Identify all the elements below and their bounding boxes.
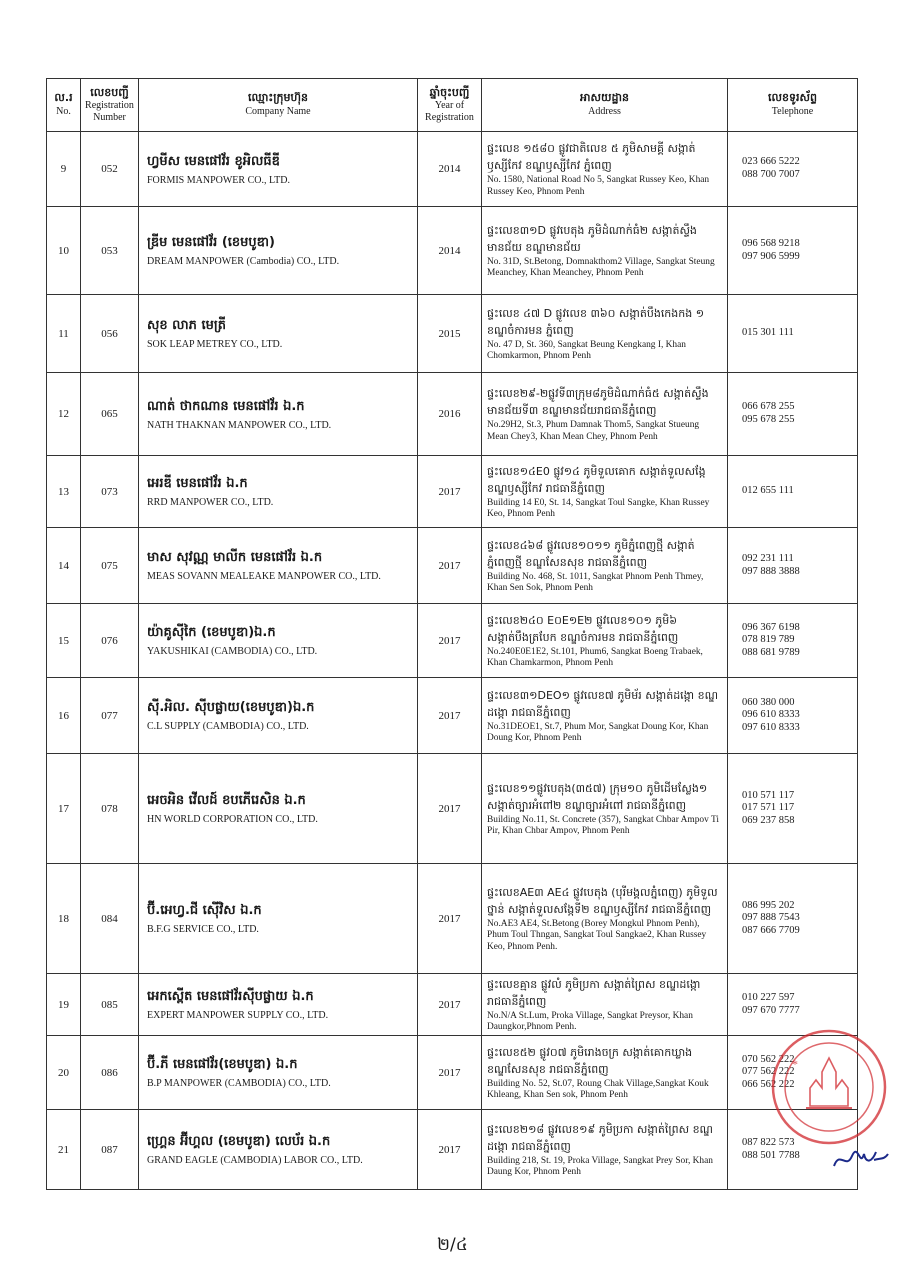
- phone-number: 010 227 597: [742, 991, 795, 1003]
- phone-number: 077 562 222: [742, 1066, 795, 1078]
- address-cell: [482, 974, 728, 1036]
- address-english: Building 218, St. 19, Proka Village, Sangkat Prey Sor, Khan Daung Kor, Phnom Penh: [487, 1155, 713, 1178]
- telephone-cell: [728, 528, 858, 604]
- address-english: No. 1580, National Road No 5, Sangkat Russey Keo, Khan Russey Keo, Phnom Penh: [487, 175, 710, 197]
- row-number: 14: [47, 528, 81, 604]
- company-name-khmer: ហ្គ្រេន អ៊ីហ្គល (ខេមបូឌា) លេប័រ ឯ.ក: [147, 1134, 331, 1149]
- telephone-cell: [728, 373, 858, 456]
- company-name-cell: [139, 456, 418, 528]
- company-name-cell: [139, 373, 418, 456]
- registration-year: 2017: [418, 1110, 482, 1190]
- phone-number: 097 610 8333: [742, 721, 800, 733]
- phone-number: 097 888 7543: [742, 912, 800, 924]
- address-khmer: ផ្ទះលេខ៣១DEO១ ផ្លូវលេខ៧ ភូមិម័រ សង្កាត់ដង្កោ ខណ្ឌដង្កោ រាជធានីភ្នំពេញ: [487, 688, 719, 719]
- company-name-english: B.P MANPOWER (CAMBODIA) CO., LTD.: [147, 1078, 331, 1089]
- company-name-cell: [139, 974, 418, 1036]
- registration-year: 2017: [418, 754, 482, 864]
- address-khmer: ផ្ទះលេខ១១ផ្លូវបេតុង(៣៥៧) ក្រុម១០ ភូមិដើមស្លែង១ សង្កាត់ច្បារអំពៅ២ ខណ្ឌច្បារអំពៅ រាជធានីភ្នំពេញ: [487, 781, 708, 812]
- address-english: Building No. 52, St.07, Roung Chak Village,Sangkat Kouk Khleang, Khan Sen sok, Phnom Penh: [487, 1078, 709, 1101]
- phone-number: 023 666 5222: [742, 156, 800, 168]
- company-name-cell: [139, 678, 418, 754]
- row-number: 10: [47, 207, 81, 295]
- svg-text:*: *: [792, 1057, 798, 1071]
- phone-number: 096 367 6198: [742, 621, 800, 633]
- row-number: 12: [47, 373, 81, 456]
- telephone-cell: [728, 974, 858, 1036]
- address-english: No.N/A St.Lum, Proka Village, Sangkat Preysor, Khan Daungkor,Phnom Penh.: [487, 1010, 693, 1033]
- address-khmer: ផ្ទះលេខ២៩-២ផ្លូវទី៣ក្រុម៨ភូមិដំណាក់ធំ៥ សង្កាត់ស្ទឹងមានជ័យទី៣ ខណ្ឌមានជ័យរាជធានីភ្នំពេញ: [487, 387, 709, 418]
- telephone-cell: [728, 132, 858, 207]
- registration-number: 073: [81, 456, 139, 528]
- registration-number: 078: [81, 754, 139, 864]
- row-number: 11: [47, 295, 81, 373]
- company-name-english: C.L SUPPLY (CAMBODIA) CO., LTD.: [147, 721, 309, 732]
- table-row: [47, 1110, 858, 1190]
- registration-number: 086: [81, 1036, 139, 1110]
- company-name-cell: [139, 1036, 418, 1110]
- registration-year: 2017: [418, 456, 482, 528]
- company-name-cell: [139, 528, 418, 604]
- address-cell: [482, 373, 728, 456]
- company-name-english: MEAS SOVANN MEALEAKE MANPOWER CO., LTD.: [147, 571, 381, 582]
- address-english: No.AE3 AE4, St.Betong (Borey Mongkul Phnom Penh), Phum Toul Thngan, Sangkat Toul Sangkae2, Khan Russey Keo, Phnom Penh.: [487, 919, 707, 952]
- company-name-khmer: អេចអិន វើលដ៍ ខបភើរេសិន ឯ.ក: [147, 793, 306, 808]
- registration-year: 2015: [418, 295, 482, 373]
- address-khmer: ផ្ទះលេខ២៤០ E០E១E២ ផ្លូវលេខ១០១ ភូមិ៦ សង្កាត់បឹងត្របែក ខណ្ឌចំការមន រាជធានីភ្នំពេញ: [487, 613, 679, 644]
- address-cell: [482, 132, 728, 207]
- phone-number: 078 819 789: [742, 634, 795, 646]
- registration-number: 053: [81, 207, 139, 295]
- phone-number: 087 822 573: [742, 1136, 795, 1148]
- table-row: [47, 456, 858, 528]
- phone-number: 087 666 7709: [742, 924, 800, 936]
- registration-year: 2014: [418, 132, 482, 207]
- header-no: ល.រ No.: [47, 79, 81, 132]
- registration-number: 052: [81, 132, 139, 207]
- company-name-english: B.F.G SERVICE CO., LTD.: [147, 924, 259, 935]
- company-name-english: DREAM MANPOWER (Cambodia) CO., LTD.: [147, 256, 340, 267]
- table-row: [47, 373, 858, 456]
- header-year: ឆ្នាំចុះបញ្ជី Year of Registration: [418, 79, 482, 132]
- header-telephone: លេខទូរស័ព្ទ Telephone: [728, 79, 858, 132]
- address-cell: [482, 528, 728, 604]
- phone-number: 088 501 7788: [742, 1149, 800, 1161]
- company-name-cell: [139, 754, 418, 864]
- company-name-english: FORMIS MANPOWER CO., LTD.: [147, 174, 290, 186]
- table-row: [47, 604, 858, 678]
- phone-number: 066 678 255: [742, 401, 795, 413]
- company-name-cell: [139, 1110, 418, 1190]
- table-row: [47, 1036, 858, 1110]
- address-khmer: ផ្ទះលេខ ៤៧ D ផ្លូវលេខ ៣៦០ សង្កាត់បឹងកេងកង ១ ខណ្ឌចំការមន ភ្នំពេញ: [487, 306, 705, 337]
- registration-number: 056: [81, 295, 139, 373]
- address-cell: [482, 754, 728, 864]
- company-name-khmer: យ៉ាគូស៊ីកៃ (ខេមបូឌា)ឯ.ក: [147, 625, 276, 640]
- table-row: [47, 754, 858, 864]
- phone-number: 086 995 202: [742, 899, 795, 911]
- page-number: ២/៤: [437, 1235, 468, 1255]
- address-english: Building 14 E0, St. 14, Sangkat Toul Sangke, Khan Russey Keo, Phnom Penh: [487, 497, 710, 520]
- table-header-row: [47, 79, 858, 132]
- registration-year: 2017: [418, 528, 482, 604]
- row-number: 18: [47, 864, 81, 974]
- company-name-khmer: មាស សុវណ្ណ មាលីក មេនផៅវ័រ ឯ.ក: [147, 550, 323, 565]
- company-name-khmer: ឌ្រីម មេនផៅវ័រ (ខេមបូឌា): [147, 235, 275, 250]
- registration-year: 2017: [418, 864, 482, 974]
- address-english: No.240E0E1E2, St.101, Phum6, Sangkat Boeng Trabaek, Khan Chamkarmon, Phnom Penh: [487, 646, 703, 669]
- address-cell: [482, 678, 728, 754]
- address-cell: [482, 1036, 728, 1110]
- registration-number: 085: [81, 974, 139, 1036]
- phone-number: 088 700 7007: [742, 169, 800, 180]
- address-cell: [482, 1110, 728, 1190]
- registration-year: 2016: [418, 373, 482, 456]
- registration-number: 084: [81, 864, 139, 974]
- address-cell: [482, 456, 728, 528]
- address-english: Building No.11, St. Concrete (357), Sangkat Chbar Ampov Ti Pir, Khan Chbar Ampov, Phnom Penh: [487, 814, 719, 837]
- telephone-cell: [728, 295, 858, 373]
- table-row: [47, 295, 858, 373]
- telephone-cell: [728, 864, 858, 974]
- row-number: 13: [47, 456, 81, 528]
- company-name-english: EXPERT MANPOWER SUPPLY CO., LTD.: [147, 1010, 329, 1021]
- company-name-cell: [139, 132, 418, 207]
- registration-number: 075: [81, 528, 139, 604]
- address-khmer: ផ្ទះលេខ២១៨ ផ្លូវលេខ១៩ ភូមិប្រកា សង្កាត់ព្រៃស ខណ្ឌដង្កោ រាជធានីភ្នំពេញ: [487, 1122, 713, 1153]
- header-address: អាសយដ្ឋាន Address: [482, 79, 728, 132]
- phone-number: 066 562 222: [742, 1078, 795, 1090]
- row-number: 16: [47, 678, 81, 754]
- registration-number: 087: [81, 1110, 139, 1190]
- phone-number: 017 571 117: [742, 802, 795, 814]
- telephone-cell: [728, 456, 858, 528]
- phone-number: 097 888 3888: [742, 565, 800, 577]
- company-name-khmer: សុខ លាភ មេត្រី: [147, 318, 226, 333]
- company-name-khmer: ហ្វមីស មេនផៅវ័រ ខូអិលធីឌី: [147, 153, 280, 169]
- company-name-cell: [139, 207, 418, 295]
- registration-number: 076: [81, 604, 139, 678]
- address-khmer: ផ្ទះលេខ៤៦៨ ផ្លូវលេខ១០១១ ភូមិភ្នំពេញថ្មី សង្កាត់ភ្នំពេញថ្មី ខណ្ឌសែនសុខ រាជធានីភ្នំពេញ: [487, 538, 695, 569]
- registration-year: 2017: [418, 678, 482, 754]
- company-name-english: RRD MANPOWER CO., LTD.: [147, 497, 274, 508]
- phone-number: 096 610 8333: [742, 709, 800, 721]
- company-name-khmer: ប៊ី.អេហ្វ.ជី ស៊ើវិស ឯ.ក: [147, 903, 262, 918]
- registration-year: 2017: [418, 604, 482, 678]
- telephone-cell: [728, 207, 858, 295]
- registration-year: 2017: [418, 1036, 482, 1110]
- phone-number: 015 301 111: [742, 327, 794, 339]
- address-english: No.29H2, St.3, Phum Damnak Thom5, Sangkat Stueung Mean Chey3, Khan Mean Chey, Phnom Penh: [487, 420, 700, 442]
- company-name-english: GRAND EAGLE (CAMBODIA) LABOR CO., LTD.: [147, 1155, 363, 1166]
- table-row: [47, 678, 858, 754]
- address-cell: [482, 864, 728, 974]
- header-registration: លេខបញ្ជី Registration Number: [81, 79, 139, 132]
- table-row: [47, 974, 858, 1036]
- signature: [830, 1140, 890, 1176]
- phone-number: 092 231 111: [742, 552, 794, 564]
- address-khmer: ផ្ទះលេខ៣១D ផ្លូវបេតុង ភូមិដំណាក់ធំ២ សង្កាត់ស្ទឹងមានជ័យ ខណ្ឌមានជ័យ: [487, 223, 697, 254]
- address-cell: [482, 207, 728, 295]
- company-name-khmer: ស៊ី.អិល. ស៊ីបផ្លាយ(ខេមបូឌា)ឯ.ក: [147, 700, 315, 715]
- phone-number: 069 237 858: [742, 814, 795, 826]
- telephone-cell: [728, 678, 858, 754]
- row-number: 19: [47, 974, 81, 1036]
- address-khmer: ផ្ទះលេខ១៤E0 ផ្លូវ១៤ ភូមិទួលគោក សង្កាត់ទួលសង្កែ ខណ្ឌឫស្សីកែវ រាជធានីភ្នំពេញ: [487, 464, 706, 495]
- address-english: No.31DEOE1, St.7, Phum Mor, Sangkat Doung Kor, Khan Doung Kor, Phnom Penh: [487, 721, 709, 744]
- phone-number: 060 380 000: [742, 696, 795, 708]
- phone-number: 088 681 9789: [742, 646, 800, 658]
- registration-year: 2017: [418, 974, 482, 1036]
- company-name-cell: [139, 864, 418, 974]
- company-name-khmer: អេកស្ពើត មេនផៅវ័រស៊ីបផ្លាយ ឯ.ក: [147, 989, 314, 1004]
- address-cell: [482, 604, 728, 678]
- table-row: [47, 132, 858, 207]
- registration-year: 2014: [418, 207, 482, 295]
- row-number: 9: [47, 132, 81, 207]
- row-number: 17: [47, 754, 81, 864]
- header-company: ឈ្មោះក្រុមហ៊ុន Company Name: [139, 79, 418, 132]
- table-row: [47, 207, 858, 295]
- company-name-english: NATH THAKNAN MANPOWER CO., LTD.: [147, 419, 332, 431]
- address-khmer: ផ្ទះលេខគ្មាន ផ្លូវលំ ភូមិប្រកា សង្កាត់ព្រៃស ខណ្ឌដង្កោ រាជធានីភ្នំពេញ: [487, 977, 701, 1008]
- company-name-cell: [139, 295, 418, 373]
- address-cell: [482, 295, 728, 373]
- telephone-cell: [728, 604, 858, 678]
- company-name-khmer: ណាត់ ថាកណាន មេនផៅវ័រ ឯ.ក: [147, 398, 305, 414]
- address-khmer: ផ្ទះលេខ ១៥៨០ ផ្លូវជាតិលេខ ៥ ភូមិសាមគ្គី សង្កាត់ឫស្សីកែវ ខណ្ឌឫស្សីកែវ ភ្នំពេញ: [487, 142, 696, 173]
- company-name-khmer: អេរឌី មេនផៅវ័រ ឯ.ក: [147, 476, 248, 491]
- phone-number: 012 655 111: [742, 485, 794, 497]
- address-khmer: ផ្ទះលេខAE៣ AE៤ ផ្លូវបេតុង (បុរីមង្គលភ្នំពេញ) ភូមិទួលថ្នាន់ សង្កាត់ទួលសង្កែទី២ ខណ្ឌឫស្សីកែវ រាជធានីភ្នំពេញ: [487, 886, 718, 917]
- telephone-cell: [728, 754, 858, 864]
- address-english: No. 47 D, St. 360, Sangkat Beung Kengkang I, Khan Chomkarmon, Phnom Penh: [487, 339, 686, 362]
- company-name-cell: [139, 604, 418, 678]
- address-english: No. 31D, St.Betong, Domnakthom2 Village, Sangkat Steung Meanchey, Khan Meanchey, Phnom Penh: [487, 256, 715, 279]
- registration-number: 065: [81, 373, 139, 456]
- phone-number: 070 562 222: [742, 1053, 795, 1065]
- company-name-english: HN WORLD CORPORATION CO., LTD.: [147, 814, 318, 825]
- phone-number: 097 670 7777: [742, 1004, 800, 1016]
- registration-number: 077: [81, 678, 139, 754]
- phone-number: 096 568 9218: [742, 237, 800, 249]
- company-registry-table: [46, 78, 858, 1190]
- row-number: 20: [47, 1036, 81, 1110]
- table-row: [47, 528, 858, 604]
- row-number: 15: [47, 604, 81, 678]
- phone-number: 095 678 255: [742, 414, 795, 425]
- phone-number: 010 571 117: [742, 789, 795, 801]
- company-name-english: YAKUSHIKAI (CAMBODIA) CO., LTD.: [147, 646, 318, 657]
- address-khmer: ផ្ទះលេខ៥២ ផ្លូវ០៧ ភូមិរោងចក្រ សង្កាត់គោកឃ្លាង ខណ្ឌសែនសុខ រាជធានីភ្នំពេញ: [487, 1045, 693, 1076]
- phone-number: 097 906 5999: [742, 250, 800, 262]
- row-number: 21: [47, 1110, 81, 1190]
- address-english: Building No. 468, St. 1011, Sangkat Phnom Penh Thmey, Khan Sen Sok, Phnom Penh: [487, 571, 704, 594]
- table-row: [47, 864, 858, 974]
- company-name-khmer: ប៊ី.ភី មេនផៅវ័រ(ខេមបូឌា) ឯ.ក: [147, 1057, 298, 1072]
- official-seal-stamp: [770, 1028, 888, 1146]
- company-name-english: SOK LEAP METREY CO., LTD.: [147, 339, 283, 350]
